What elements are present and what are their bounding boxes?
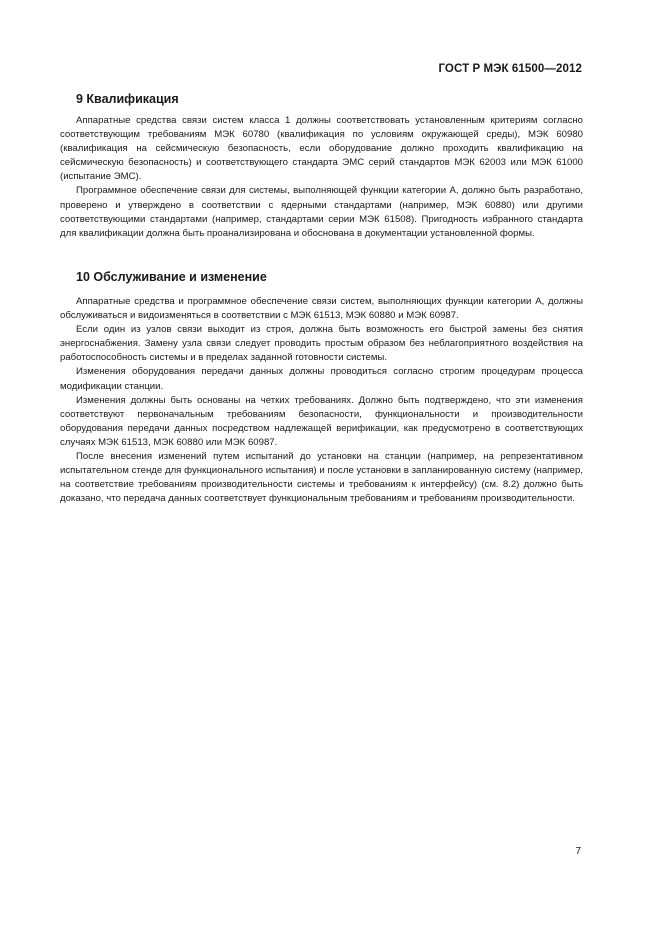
paragraph: Аппаратные средства связи систем класса 1 должны соответствовать установленным критериям согласно соответствующим требованиям МЭК 60780 (квалификация по условиям окружающей среды), МЭК 60980 (квалификация на сейсмическую безопасность, если оборудование должно проходить квалификацию на сейсмическую безопасность) и соответствующего стандарта ЭМС серий стандартов МЭК 62003 или МЭК 61000 (испытание ЭМС).: [60, 115, 583, 183]
paragraph: Аппаратные средства и программное обеспечение связи систем, выполняющих функции категории А, должны обслуживаться и видоизменяться в соответствии с МЭК 61513, МЭК 60880 и МЭК 60987.: [60, 296, 583, 322]
section-title: 10 Обслуживание и изменение: [76, 270, 267, 284]
section-maintenance: [60, 270, 583, 506]
paragraph: Программное обеспечение связи для системы, выполняющей функции категории А, должно быть разработано, проверено и утверждено в соответствии с ядерными стандартами (например, МЭК 60880) или другими соответствующими стандартами (например, стандартами серии МЭК 61508). Пригодность избранного стандарта для квалификации должна быть проанализирована и обоснована в документации установленной формы.: [60, 185, 583, 239]
page-number: 7: [575, 846, 581, 857]
section-title: 9 Квалификация: [76, 92, 179, 106]
paragraph: После внесения изменений путем испытаний до установки на станции (например, на репрезентативном испытательном стенде для функционального испытания) и после установки в запланированную систему (например, на соответствие требованиям производительности системы и требованиям к интерфейсу) (см. 8.2) должно быть доказано, что передача данных соответствует функциональным требованиям и требованиям производительности.: [60, 451, 583, 505]
paragraph: Изменения оборудования передачи данных должны проводиться согласно строгим процедурам процесса модификации станции.: [60, 366, 583, 392]
paragraph: Изменения должны быть основаны на четких требованиях. Должно быть подтверждено, что эти изменения соответствуют первоначальным требованиям безопасности, функциональности и производительности оборудования передачи данных посредством надлежащей верификации, как предусмотрено в соответствующих случаях МЭК 61513, МЭК 60880 или МЭК 60987.: [60, 394, 583, 448]
section-qualification: [60, 92, 583, 241]
standard-header: ГОСТ Р МЭК 61500—2012: [438, 63, 582, 75]
paragraph: Если один из узлов связи выходит из строя, должна быть возможность его быстрой замены без снятия энергоснабжения. Замену узла связи следует проводить простым образом без неблагоприятного воздействия на работоспособность системы и в пределах заданной готовности системы.: [60, 324, 583, 364]
